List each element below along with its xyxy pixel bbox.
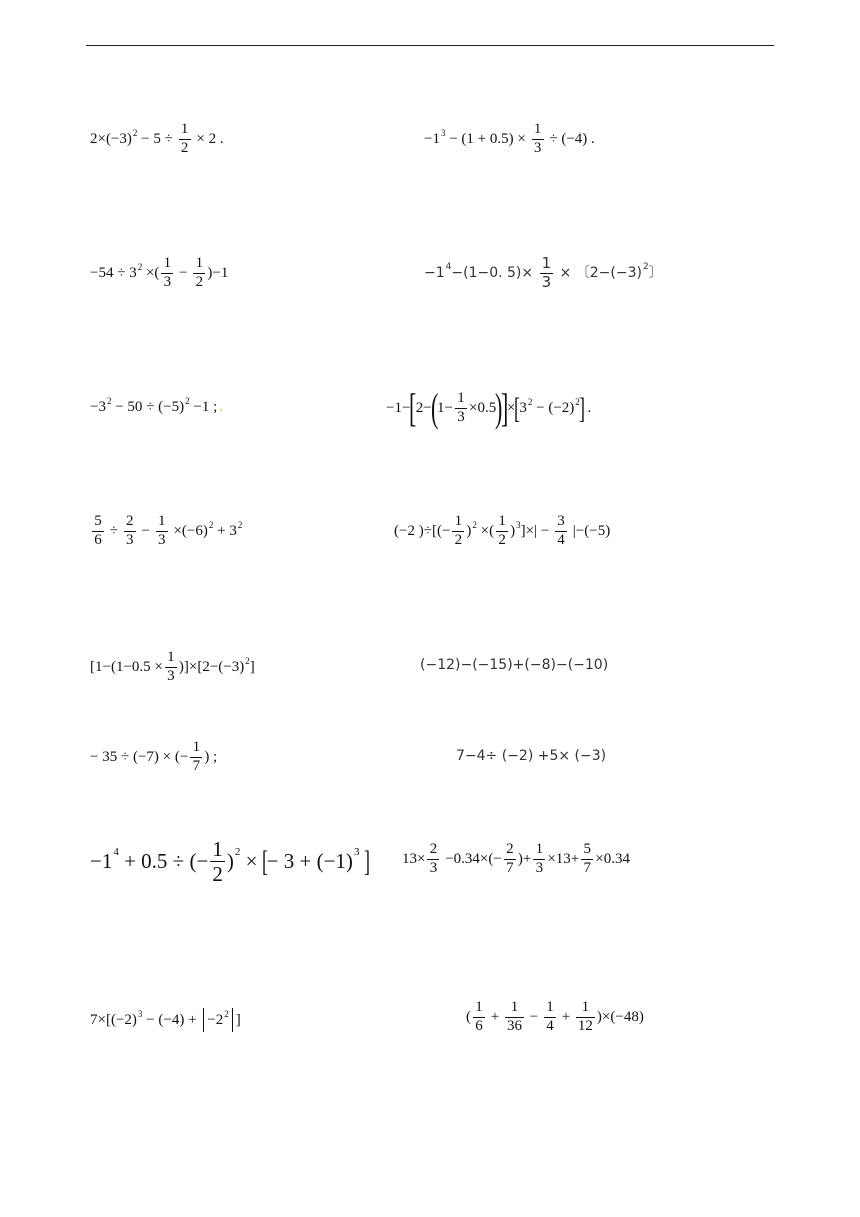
problem-4: −1 $^4$ −(1−0. 5)× $\frac{1}{3}$ × 〔2−(−3) $^2$ 〕 [424,254,663,291]
problem-6: −1− [ 2− ( 1− $\frac{1}{3}$ ×0.5 ) ] × [ 3 $^2$ − (−2) $^2$ ] . [386,385,592,430]
problem-8: (−2 ) ÷[(− $\frac{1}{2}$ ) $^2$ ×( $\frac{1}{2}$ ) $^3$ ]×| − $\frac{3}{4}$ |−(−5) [394,513,611,548]
fraction: $\frac{5}{7}$ [581,842,593,877]
problem-11: − 35 ÷ (−7) × (− $\frac{1}{7}$ ) ; [90,739,218,774]
fraction: $\frac{1}{3}$ [165,650,177,685]
problem-1: 2×(−3) $^2$ − 5 ÷ $\frac{1}{2}$ × 2 . [90,121,224,156]
problem-14: 13× $\frac{2}{3}$ −0.34×(− $\frac{2}{7}$ )+ $\frac{1}{3}$ ×13+ $\frac{5}{7}$ ×0.34 [402,841,630,876]
fraction: $\frac{3}{4}$ [555,514,567,549]
fraction: $\frac{1}{6}$ [473,1000,485,1035]
fraction: $\frac{1}{2}$ [452,514,464,549]
problem-9: [1−(1−0.5 × $\frac{1}{3}$ )]×[2−(−3) $^2$ ] [90,649,255,684]
problem-10: (−12)−(−15)+(−8)−(−10) [420,657,609,673]
fraction: $\frac{1}{12}$ [577,999,593,1034]
fraction: $\frac{1}{2}$ [193,256,205,291]
fraction: $\frac{2}{3}$ [427,842,439,877]
fraction: $\frac{1}{3}$ [533,842,545,877]
problem-5: −3 $^2$ − 50 ÷ (−5) $^2$ −1 ; . [90,396,224,415]
fraction: $\frac{5}{6}$ [92,514,104,549]
fraction: $\frac{1}{2}$ [496,514,508,549]
fraction: $\frac{1}{4}$ [544,1000,556,1035]
problem-15: 7×[(−2) $^3$ − (−4) + −2 $^2$ ] [90,1008,241,1032]
fraction: $\frac{1}{36}$ [506,999,522,1034]
problem-2: −1 $^3$ − (1 + 0.5) × $\frac{1}{3}$ ÷ (−4) . [424,121,595,156]
fraction: $\frac{2}{7}$ [504,842,516,877]
problem-3: −54 ÷ 3 $^2$ ×( $\frac{1}{3}$ − $\frac{1}{2}$ )−1 [90,255,229,290]
fraction: $\frac{1}{3}$ [532,122,544,157]
fraction: $\frac{1}{2}$ [212,837,223,887]
problem-12: 7−4÷ (−2) +5× (−3) [456,748,607,764]
fraction: $\frac{2}{3}$ [124,514,136,549]
header-rule [86,45,774,46]
fraction: $\frac{1}{7}$ [190,740,202,775]
problem-16: ( $\frac{1}{6}$ + $\frac{1}{36}$ − $\frac{1}{4}$ + $\frac{1}{12}$ )×(−48) [466,999,644,1034]
fraction: $\frac{1}{3}$ [156,514,168,549]
fraction: $\frac{1}{3}$ [161,256,173,291]
absolute-value-bar [232,1008,233,1032]
problem-7: $\frac{5}{6}$ ÷ $\frac{2}{3}$ − $\frac{1}{3}$ ×(−6) $^2$ + 3 $^2$ [90,514,242,549]
fraction: $\frac{1}{3}$ [541,254,552,291]
fraction: $\frac{1}{3}$ [455,391,467,426]
problem-13: −1 $^4$ + 0.5 ÷ (− $\frac{1}{2}$ ) $^2$ × [ − 3 + (−1) $^3$ ] [90,837,370,887]
fraction: $\frac{1}{2}$ [179,122,191,157]
absolute-value-bar [203,1008,204,1032]
